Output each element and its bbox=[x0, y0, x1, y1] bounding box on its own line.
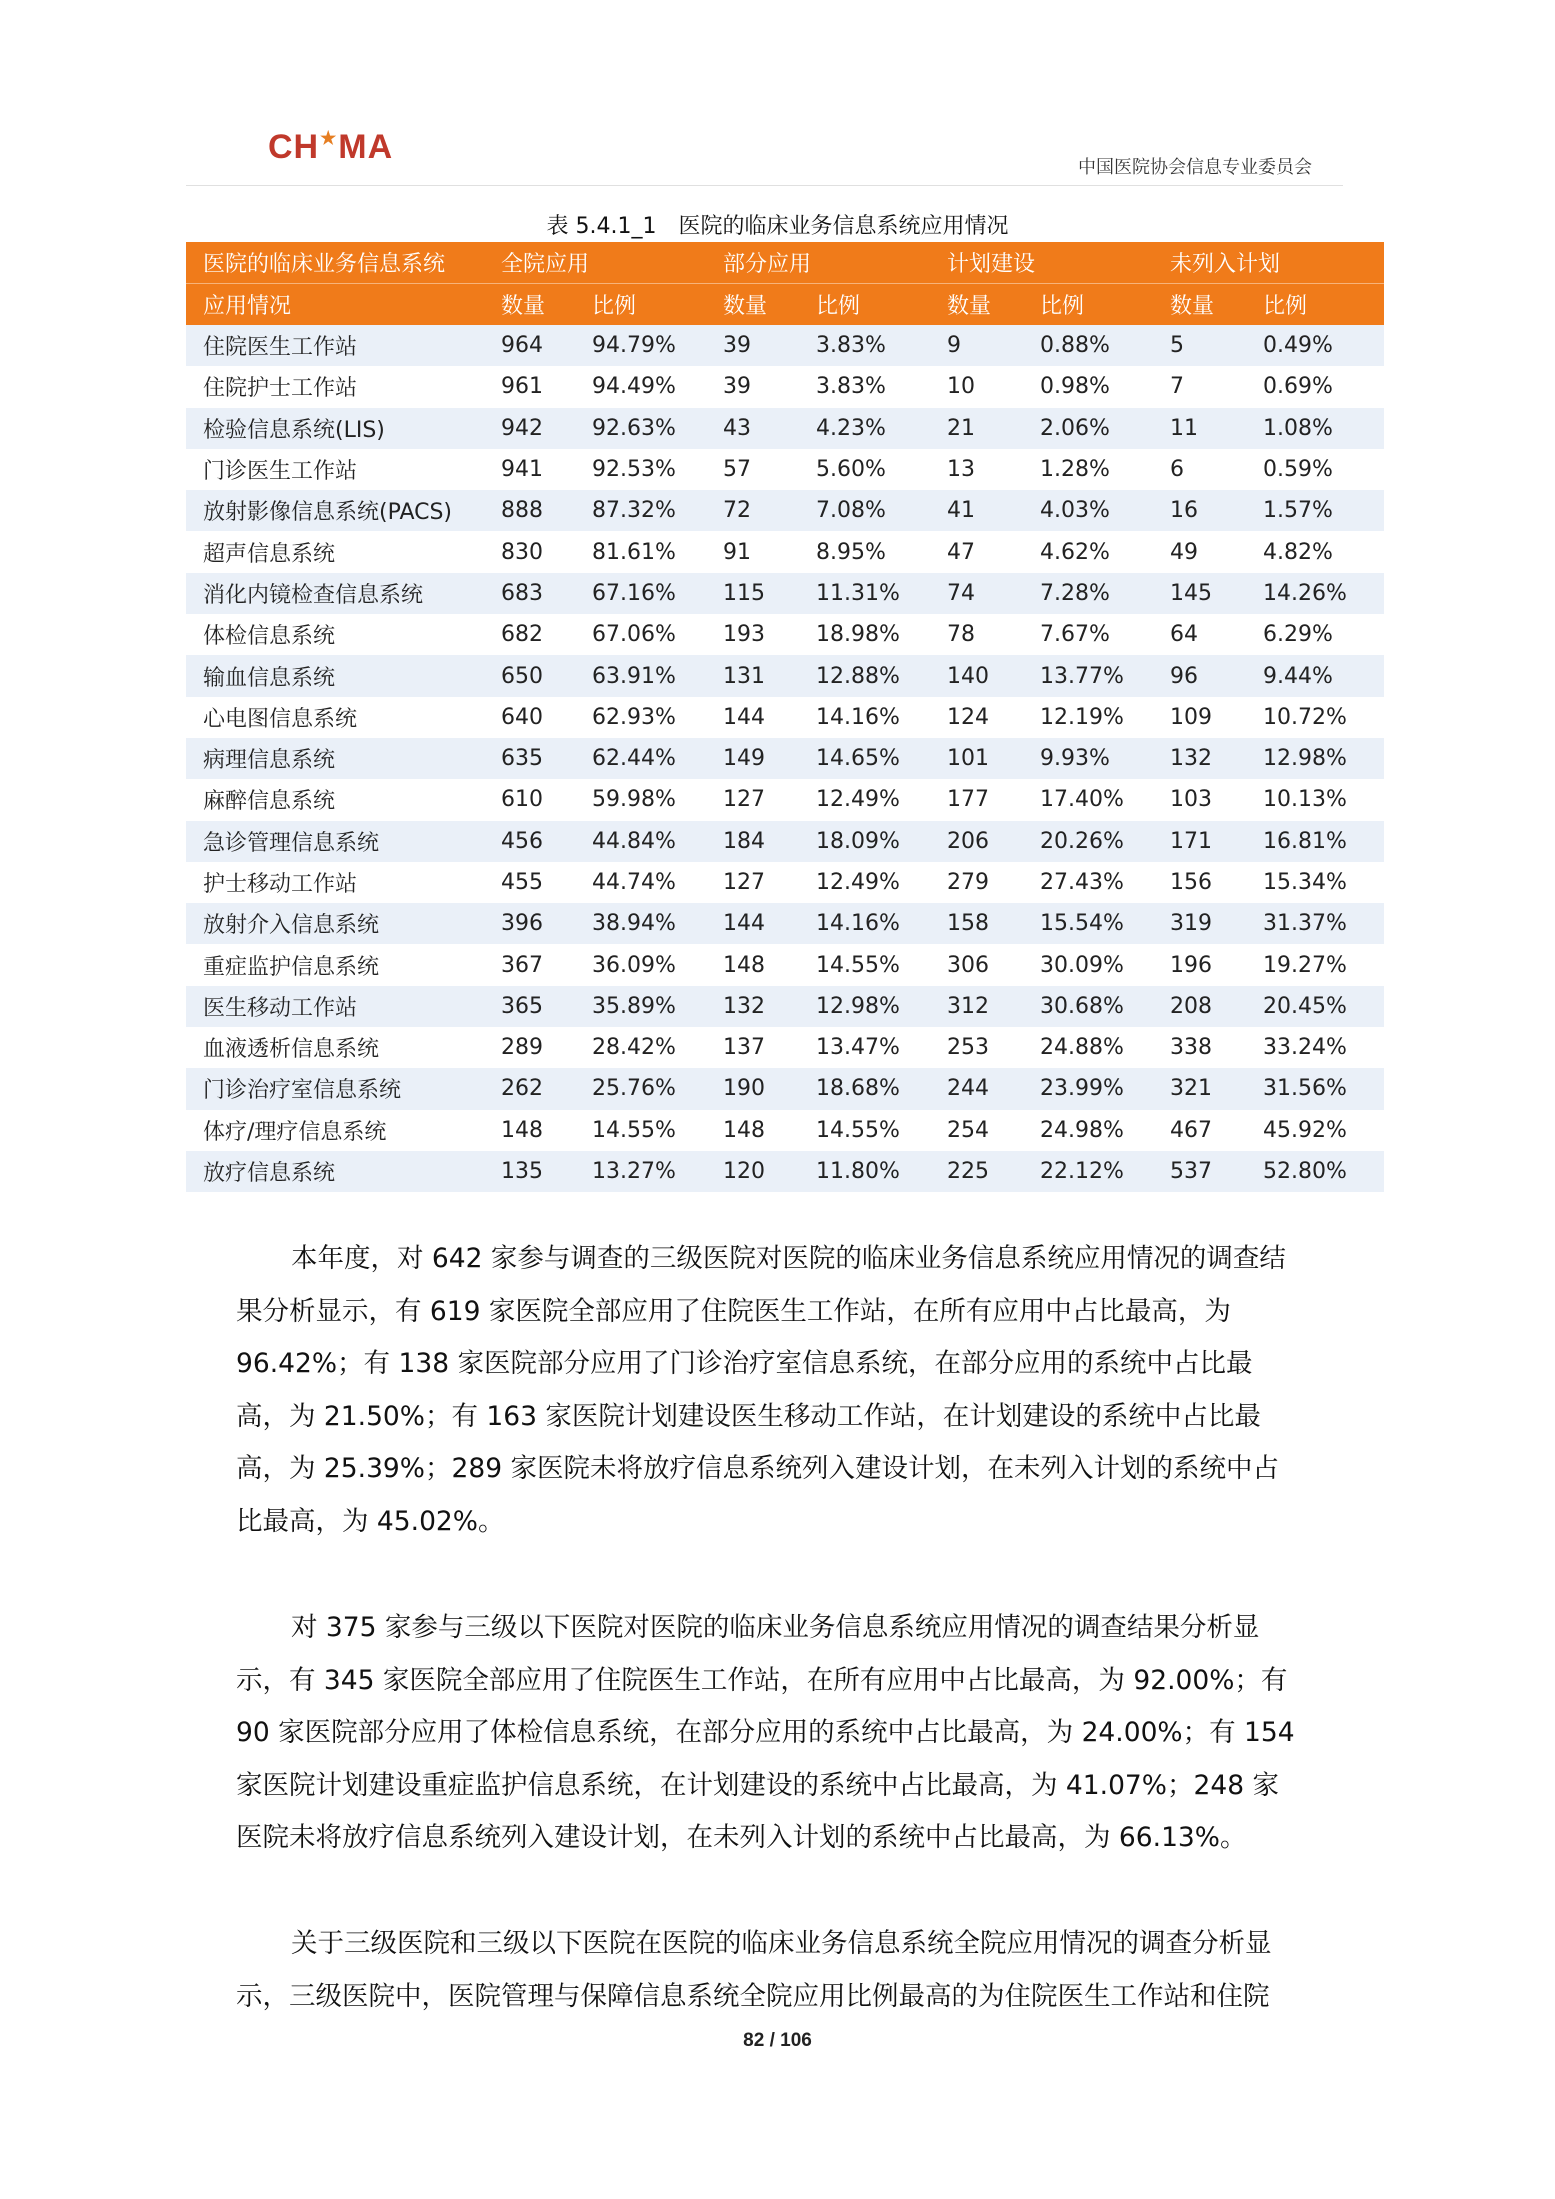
table-cell: 39 bbox=[706, 325, 799, 366]
table-cell: 4.82% bbox=[1246, 531, 1384, 572]
table-row bbox=[186, 655, 1384, 696]
table-cell: 941 bbox=[484, 449, 575, 490]
system-name-cell: 住院护士工作站 bbox=[186, 366, 484, 407]
table-cell: 27.43% bbox=[1023, 862, 1153, 903]
table-cell: 87.32% bbox=[575, 490, 706, 531]
table-cell: 942 bbox=[484, 408, 575, 449]
table-cell: 964 bbox=[484, 325, 575, 366]
table-cell: 184 bbox=[706, 821, 799, 862]
system-name-cell: 体疗/理疗信息系统 bbox=[186, 1110, 484, 1151]
system-name-cell: 门诊治疗室信息系统 bbox=[186, 1068, 484, 1109]
table-cell: 1.57% bbox=[1246, 490, 1384, 531]
table-cell: 0.49% bbox=[1246, 325, 1384, 366]
paragraph-line: 本年度，对 642 家参与调查的三级医院对医院的临床业务信息系统应用情况的调查结 bbox=[291, 1243, 1286, 1274]
table-cell: 17.40% bbox=[1023, 779, 1153, 820]
system-name-cell: 放射介入信息系统 bbox=[186, 903, 484, 944]
system-name-cell: 血液透析信息系统 bbox=[186, 1027, 484, 1068]
table-cell: 190 bbox=[706, 1068, 799, 1109]
system-name-cell: 医生移动工作站 bbox=[186, 986, 484, 1027]
table-cell: 10.72% bbox=[1246, 697, 1384, 738]
table-cell: 306 bbox=[930, 944, 1023, 985]
table-cell: 72 bbox=[706, 490, 799, 531]
paragraph-line: 高，为 21.50%；有 163 家医院计划建设医生移动工作站，在计划建设的系统中占比最 bbox=[236, 1400, 1261, 1432]
table-cell: 650 bbox=[484, 655, 575, 696]
table-cell: 92.63% bbox=[575, 408, 706, 449]
table-cell: 44.74% bbox=[575, 862, 706, 903]
table-cell: 14.55% bbox=[799, 944, 930, 985]
table-row bbox=[186, 614, 1384, 655]
table-cell: 78 bbox=[930, 614, 1023, 655]
table-cell: 319 bbox=[1153, 903, 1246, 944]
header-cell: 数量 bbox=[1153, 284, 1246, 326]
table-cell: 20.26% bbox=[1023, 821, 1153, 862]
table-cell: 109 bbox=[1153, 697, 1246, 738]
table-cell: 4.23% bbox=[799, 408, 930, 449]
table-row bbox=[186, 903, 1384, 944]
table-header-row-1 bbox=[186, 242, 1384, 284]
table-cell: 177 bbox=[930, 779, 1023, 820]
paragraph-line: 家医院计划建设重症监护信息系统，在计划建设的系统中占比最高，为 41.07%；248 家 bbox=[236, 1769, 1279, 1801]
table-cell: 31.56% bbox=[1246, 1068, 1384, 1109]
table-cell: 16 bbox=[1153, 490, 1246, 531]
table-cell: 137 bbox=[706, 1027, 799, 1068]
table-cell: 4.62% bbox=[1023, 531, 1153, 572]
table-cell: 132 bbox=[1153, 738, 1246, 779]
table-cell: 7.28% bbox=[1023, 573, 1153, 614]
table-cell: 96 bbox=[1153, 655, 1246, 696]
system-name-cell: 门诊医生工作站 bbox=[186, 449, 484, 490]
page-number: 82 / 106 bbox=[743, 2030, 812, 2051]
table-cell: 127 bbox=[706, 779, 799, 820]
paragraph-line: 示，有 345 家医院全部应用了住院医生工作站，在所有应用中占比最高，为 92.00%；有 bbox=[236, 1664, 1288, 1696]
table-cell: 67.16% bbox=[575, 573, 706, 614]
table-cell: 455 bbox=[484, 862, 575, 903]
system-name-cell: 检验信息系统(LIS) bbox=[186, 408, 484, 449]
table-cell: 144 bbox=[706, 903, 799, 944]
paragraph-line: 比最高，为 45.02%。 bbox=[236, 1505, 505, 1537]
table-cell: 18.68% bbox=[799, 1068, 930, 1109]
table-cell: 888 bbox=[484, 490, 575, 531]
table-row bbox=[186, 1027, 1384, 1068]
table-cell: 365 bbox=[484, 986, 575, 1027]
table-cell: 39 bbox=[706, 366, 799, 407]
system-name-cell: 住院医生工作站 bbox=[186, 325, 484, 366]
table-cell: 7.08% bbox=[799, 490, 930, 531]
table-row bbox=[186, 1068, 1384, 1109]
table-cell: 148 bbox=[484, 1110, 575, 1151]
table-cell: 193 bbox=[706, 614, 799, 655]
table-cell: 830 bbox=[484, 531, 575, 572]
paragraph-line: 关于三级医院和三级以下医院在医院的临床业务信息系统全院应用情况的调查分析显 bbox=[291, 1928, 1272, 1959]
table-cell: 6 bbox=[1153, 449, 1246, 490]
system-name-cell: 病理信息系统 bbox=[186, 738, 484, 779]
table-cell: 144 bbox=[706, 697, 799, 738]
table-cell: 36.09% bbox=[575, 944, 706, 985]
paragraph-line: 96.42%；有 138 家医院部分应用了门诊治疗室信息系统，在部分应用的系统中占比最 bbox=[236, 1348, 1253, 1379]
table-cell: 610 bbox=[484, 779, 575, 820]
table-cell: 16.81% bbox=[1246, 821, 1384, 862]
table-cell: 35.89% bbox=[575, 986, 706, 1027]
table-cell: 3.83% bbox=[799, 366, 930, 407]
table-cell: 11.80% bbox=[799, 1151, 930, 1192]
table-cell: 7 bbox=[1153, 366, 1246, 407]
table-cell: 63.91% bbox=[575, 655, 706, 696]
table-row bbox=[186, 449, 1384, 490]
table-cell: 208 bbox=[1153, 986, 1246, 1027]
system-name-cell: 放疗信息系统 bbox=[186, 1151, 484, 1192]
table-cell: 148 bbox=[706, 944, 799, 985]
table-cell: 31.37% bbox=[1246, 903, 1384, 944]
table-cell: 14.55% bbox=[799, 1110, 930, 1151]
table-cell: 22.12% bbox=[1023, 1151, 1153, 1192]
table-cell: 115 bbox=[706, 573, 799, 614]
table-cell: 91 bbox=[706, 531, 799, 572]
table-cell: 3.83% bbox=[799, 325, 930, 366]
table-cell: 5.60% bbox=[799, 449, 930, 490]
table-row bbox=[186, 408, 1384, 449]
paragraph-2 bbox=[236, 1602, 1326, 1865]
table-cell: 156 bbox=[1153, 862, 1246, 903]
table-cell: 145 bbox=[1153, 573, 1246, 614]
table-cell: 74 bbox=[930, 573, 1023, 614]
system-name-cell: 输血信息系统 bbox=[186, 655, 484, 696]
table-cell: 67.06% bbox=[575, 614, 706, 655]
table-cell: 12.98% bbox=[1246, 738, 1384, 779]
table-cell: 38.94% bbox=[575, 903, 706, 944]
table-row bbox=[186, 325, 1384, 366]
header-cell: 数量 bbox=[930, 284, 1023, 326]
table-cell: 1.08% bbox=[1246, 408, 1384, 449]
table-cell: 0.88% bbox=[1023, 325, 1153, 366]
table-cell: 21 bbox=[930, 408, 1023, 449]
table-cell: 367 bbox=[484, 944, 575, 985]
table-cell: 206 bbox=[930, 821, 1023, 862]
table-cell: 15.54% bbox=[1023, 903, 1153, 944]
table-cell: 33.24% bbox=[1246, 1027, 1384, 1068]
table-cell: 14.16% bbox=[799, 903, 930, 944]
table-cell: 23.99% bbox=[1023, 1068, 1153, 1109]
system-name-cell: 心电图信息系统 bbox=[186, 697, 484, 738]
table-cell: 456 bbox=[484, 821, 575, 862]
table-cell: 6.29% bbox=[1246, 614, 1384, 655]
table-cell: 289 bbox=[484, 1027, 575, 1068]
table-cell: 59.98% bbox=[575, 779, 706, 820]
table-cell: 52.80% bbox=[1246, 1151, 1384, 1192]
header-cell: 比例 bbox=[1246, 284, 1384, 326]
table-cell: 7.67% bbox=[1023, 614, 1153, 655]
table-cell: 131 bbox=[706, 655, 799, 696]
table-cell: 14.65% bbox=[799, 738, 930, 779]
table-cell: 20.45% bbox=[1246, 986, 1384, 1027]
table-cell: 396 bbox=[484, 903, 575, 944]
table-cell: 467 bbox=[1153, 1110, 1246, 1151]
paragraph-line: 高，为 25.39%；289 家医院未将放疗信息系统列入建设计划，在未列入计划的系统中占 bbox=[236, 1453, 1279, 1484]
table-caption: 表 5.4.1_1 医院的临床业务信息系统应用情况 bbox=[546, 214, 1009, 239]
table-cell: 28.42% bbox=[575, 1027, 706, 1068]
table-cell: 635 bbox=[484, 738, 575, 779]
system-name-cell: 体检信息系统 bbox=[186, 614, 484, 655]
header-cell: 比例 bbox=[575, 284, 706, 326]
table-cell: 682 bbox=[484, 614, 575, 655]
table-row bbox=[186, 738, 1384, 779]
table-cell: 9.44% bbox=[1246, 655, 1384, 696]
table-cell: 8.95% bbox=[799, 531, 930, 572]
system-name-cell: 麻醉信息系统 bbox=[186, 779, 484, 820]
table-cell: 14.26% bbox=[1246, 573, 1384, 614]
table-cell: 9 bbox=[930, 325, 1023, 366]
table-cell: 15.34% bbox=[1246, 862, 1384, 903]
table-cell: 171 bbox=[1153, 821, 1246, 862]
table-cell: 312 bbox=[930, 986, 1023, 1027]
table-cell: 132 bbox=[706, 986, 799, 1027]
table-cell: 12.88% bbox=[799, 655, 930, 696]
paragraph-3 bbox=[236, 1918, 1326, 2023]
table-row bbox=[186, 490, 1384, 531]
paragraph-line: 果分析显示，有 619 家医院全部应用了住院医生工作站，在所有应用中占比最高，为 bbox=[236, 1295, 1231, 1327]
table-cell: 13.77% bbox=[1023, 655, 1153, 696]
table-cell: 12.49% bbox=[799, 779, 930, 820]
system-name-cell: 超声信息系统 bbox=[186, 531, 484, 572]
table-cell: 338 bbox=[1153, 1027, 1246, 1068]
header-cell: 数量 bbox=[484, 284, 575, 326]
table-cell: 225 bbox=[930, 1151, 1023, 1192]
table-cell: 57 bbox=[706, 449, 799, 490]
table-cell: 9.93% bbox=[1023, 738, 1153, 779]
table-cell: 124 bbox=[930, 697, 1023, 738]
table-cell: 44.84% bbox=[575, 821, 706, 862]
table-cell: 321 bbox=[1153, 1068, 1246, 1109]
table-row bbox=[186, 862, 1384, 903]
table-cell: 5 bbox=[1153, 325, 1246, 366]
table-cell: 253 bbox=[930, 1027, 1023, 1068]
table-cell: 1.28% bbox=[1023, 449, 1153, 490]
table-cell: 25.76% bbox=[575, 1068, 706, 1109]
table-cell: 30.68% bbox=[1023, 986, 1153, 1027]
table-cell: 41 bbox=[930, 490, 1023, 531]
table-cell: 94.49% bbox=[575, 366, 706, 407]
table-row bbox=[186, 779, 1384, 820]
paragraph-line: 医院未将放疗信息系统列入建设计划，在未列入计划的系统中占比最高，为 66.13%。 bbox=[236, 1822, 1247, 1853]
table-cell: 24.88% bbox=[1023, 1027, 1153, 1068]
table-row bbox=[186, 1110, 1384, 1151]
table-cell: 43 bbox=[706, 408, 799, 449]
header-cell: 数量 bbox=[706, 284, 799, 326]
paragraph-1 bbox=[236, 1233, 1326, 1548]
table-row bbox=[186, 821, 1384, 862]
table-cell: 961 bbox=[484, 366, 575, 407]
header-cell: 部分应用 bbox=[706, 242, 930, 284]
system-name-cell: 重症监护信息系统 bbox=[186, 944, 484, 985]
table-cell: 279 bbox=[930, 862, 1023, 903]
table-cell: 135 bbox=[484, 1151, 575, 1192]
table-cell: 101 bbox=[930, 738, 1023, 779]
table-cell: 103 bbox=[1153, 779, 1246, 820]
table-cell: 13 bbox=[930, 449, 1023, 490]
table-cell: 683 bbox=[484, 573, 575, 614]
table-cell: 18.09% bbox=[799, 821, 930, 862]
header-divider bbox=[186, 185, 1343, 186]
table-row bbox=[186, 366, 1384, 407]
table-cell: 120 bbox=[706, 1151, 799, 1192]
table-row bbox=[186, 1151, 1384, 1192]
header-cell: 应用情况 bbox=[186, 284, 484, 326]
table-row bbox=[186, 697, 1384, 738]
table-cell: 0.69% bbox=[1246, 366, 1384, 407]
system-name-cell: 消化内镜检查信息系统 bbox=[186, 573, 484, 614]
table-cell: 62.44% bbox=[575, 738, 706, 779]
table-header-row-2 bbox=[186, 284, 1384, 326]
table-cell: 4.03% bbox=[1023, 490, 1153, 531]
table-cell: 254 bbox=[930, 1110, 1023, 1151]
table-cell: 11 bbox=[1153, 408, 1246, 449]
table-cell: 11.31% bbox=[799, 573, 930, 614]
table-cell: 10 bbox=[930, 366, 1023, 407]
table-cell: 81.61% bbox=[575, 531, 706, 572]
system-name-cell: 护士移动工作站 bbox=[186, 862, 484, 903]
table-cell: 0.59% bbox=[1246, 449, 1384, 490]
table-cell: 10.13% bbox=[1246, 779, 1384, 820]
table-cell: 30.09% bbox=[1023, 944, 1153, 985]
table-body bbox=[186, 325, 1384, 1192]
star-icon: ★ bbox=[320, 128, 338, 148]
table-row bbox=[186, 531, 1384, 572]
header-cell: 医院的临床业务信息系统 bbox=[186, 242, 484, 284]
table-cell: 2.06% bbox=[1023, 408, 1153, 449]
table-row bbox=[186, 573, 1384, 614]
table-cell: 149 bbox=[706, 738, 799, 779]
header-cell: 计划建设 bbox=[930, 242, 1153, 284]
table-cell: 13.47% bbox=[799, 1027, 930, 1068]
table-cell: 13.27% bbox=[575, 1151, 706, 1192]
table-cell: 262 bbox=[484, 1068, 575, 1109]
header-cell: 全院应用 bbox=[484, 242, 706, 284]
table-cell: 24.98% bbox=[1023, 1110, 1153, 1151]
table-cell: 62.93% bbox=[575, 697, 706, 738]
table-cell: 18.98% bbox=[799, 614, 930, 655]
table-cell: 12.49% bbox=[799, 862, 930, 903]
table-cell: 537 bbox=[1153, 1151, 1246, 1192]
table-cell: 0.98% bbox=[1023, 366, 1153, 407]
table-cell: 49 bbox=[1153, 531, 1246, 572]
table-row bbox=[186, 986, 1384, 1027]
system-name-cell: 放射影像信息系统(PACS) bbox=[186, 490, 484, 531]
clinical-systems-table bbox=[186, 242, 1384, 1192]
table-cell: 148 bbox=[706, 1110, 799, 1151]
header-cell: 比例 bbox=[1023, 284, 1153, 326]
table-cell: 127 bbox=[706, 862, 799, 903]
table-cell: 14.55% bbox=[575, 1110, 706, 1151]
table-cell: 47 bbox=[930, 531, 1023, 572]
table-cell: 92.53% bbox=[575, 449, 706, 490]
table-cell: 64 bbox=[1153, 614, 1246, 655]
table-cell: 45.92% bbox=[1246, 1110, 1384, 1151]
table-cell: 158 bbox=[930, 903, 1023, 944]
table-cell: 94.79% bbox=[575, 325, 706, 366]
table-cell: 19.27% bbox=[1246, 944, 1384, 985]
table-cell: 12.19% bbox=[1023, 697, 1153, 738]
table-cell: 140 bbox=[930, 655, 1023, 696]
table-cell: 196 bbox=[1153, 944, 1246, 985]
system-name-cell: 急诊管理信息系统 bbox=[186, 821, 484, 862]
table-cell: 244 bbox=[930, 1068, 1023, 1109]
header-cell: 比例 bbox=[799, 284, 930, 326]
organization-name: 中国医院协会信息专业委员会 bbox=[1078, 157, 1312, 178]
table-cell: 12.98% bbox=[799, 986, 930, 1027]
table-row bbox=[186, 944, 1384, 985]
header-cell: 未列入计划 bbox=[1153, 242, 1384, 284]
chima-logo: CH★MA bbox=[268, 128, 394, 166]
paragraph-line: 90 家医院部分应用了体检信息系统，在部分应用的系统中占比最高，为 24.00%；有 154 bbox=[236, 1717, 1295, 1748]
paragraph-line: 示，三级医院中，医院管理与保障信息系统全院应用比例最高的为住院医生工作站和住院 bbox=[236, 1980, 1270, 2012]
table-cell: 14.16% bbox=[799, 697, 930, 738]
paragraph-line: 对 375 家参与三级以下医院对医院的临床业务信息系统应用情况的调查结果分析显 bbox=[291, 1612, 1260, 1643]
table-cell: 640 bbox=[484, 697, 575, 738]
